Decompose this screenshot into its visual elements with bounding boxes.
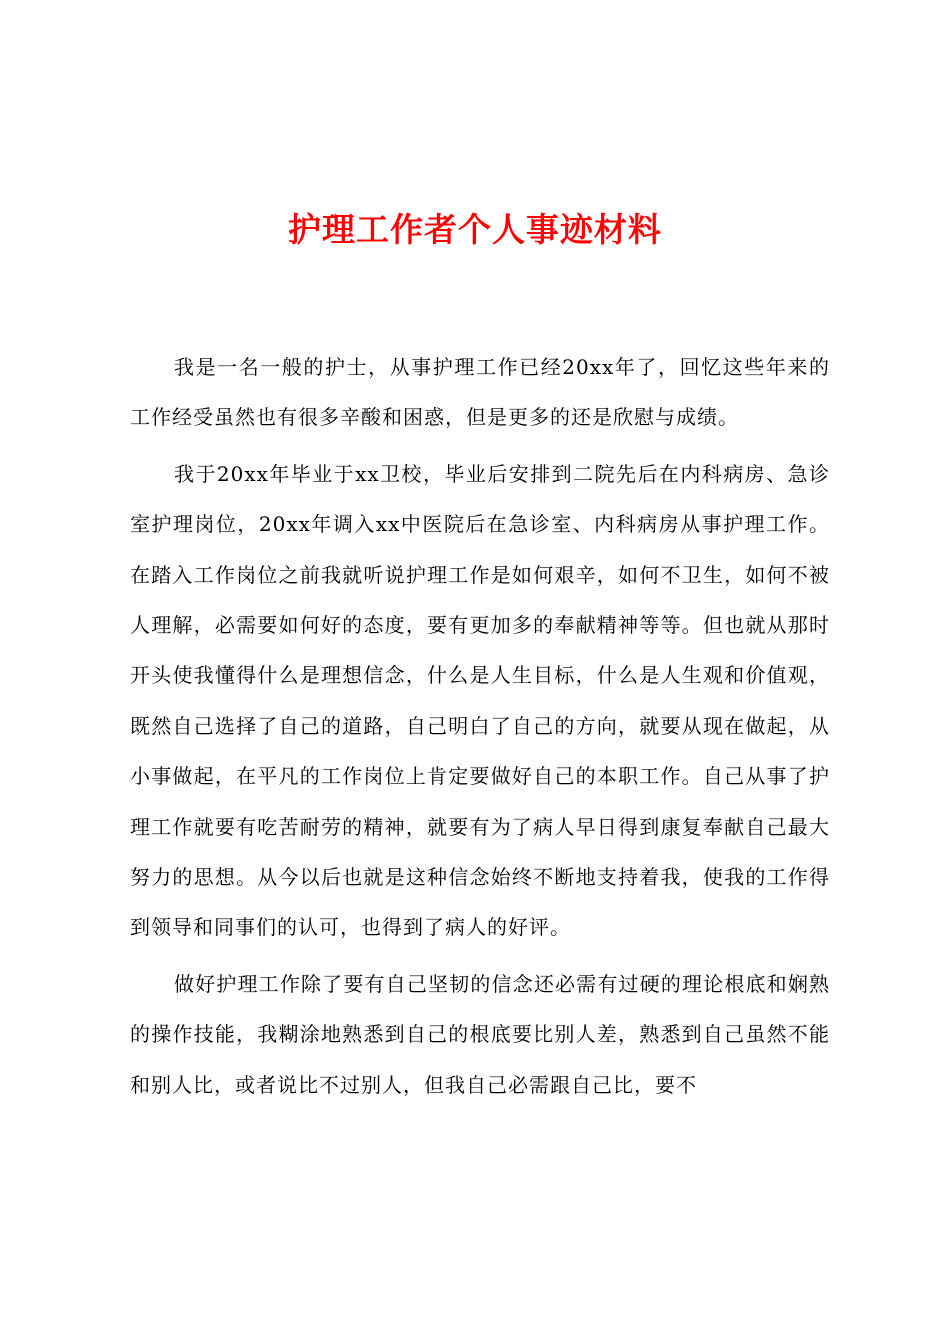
- document-title: 护理工作者个人事迹材料: [288, 210, 662, 249]
- paragraph-3: 做好护理工作除了要有自己坚韧的信念还必需有过硬的理论根底和娴熟的操作技能，我糊涂地熟悉到自己的根底要比别人差，熟悉到自己虽然不能和别人比，或者说比不过别人，但我自己必需跟自己比，要不: [130, 971, 830, 1097]
- paragraph-2: 我于20xx年毕业于xx卫校，毕业后安排到二院先后在内科病房、急诊室护理岗位，20xx年调入xx中医院后在急诊室、内科病房从事护理工作。在踏入工作岗位之前我就听说护理工作是如何艰辛，如何不卫生，如何不被人理解，必需要如何好的态度，要有更加多的奉献精神等等。但也就从那时开头使我懂得什么是理想信念，什么是人生目标，什么是人生观和价值观，既然自己选择了自己的道路，自己明白了自己的方向，就要从现在做起，从小事做起，在平凡的工作岗位上肯定要做好自己的本职工作。自己从事了护理工作就要有吃苦耐劳的精神，就要有为了病人早日得到康复奉献自己最大努力的思想。从今以后也就是这种信念始终不断地支持着我，使我的工作得到领导和同事们的认可，也得到了病人的好评。: [130, 461, 830, 940]
- document-body: [130, 342, 830, 1116]
- paragraph-1: 我是一名一般的护士，从事护理工作已经20xx年了，回忆这些年来的工作经受虽然也有很多辛酸和困惑，但是更多的还是欣慰与成绩。: [130, 355, 830, 430]
